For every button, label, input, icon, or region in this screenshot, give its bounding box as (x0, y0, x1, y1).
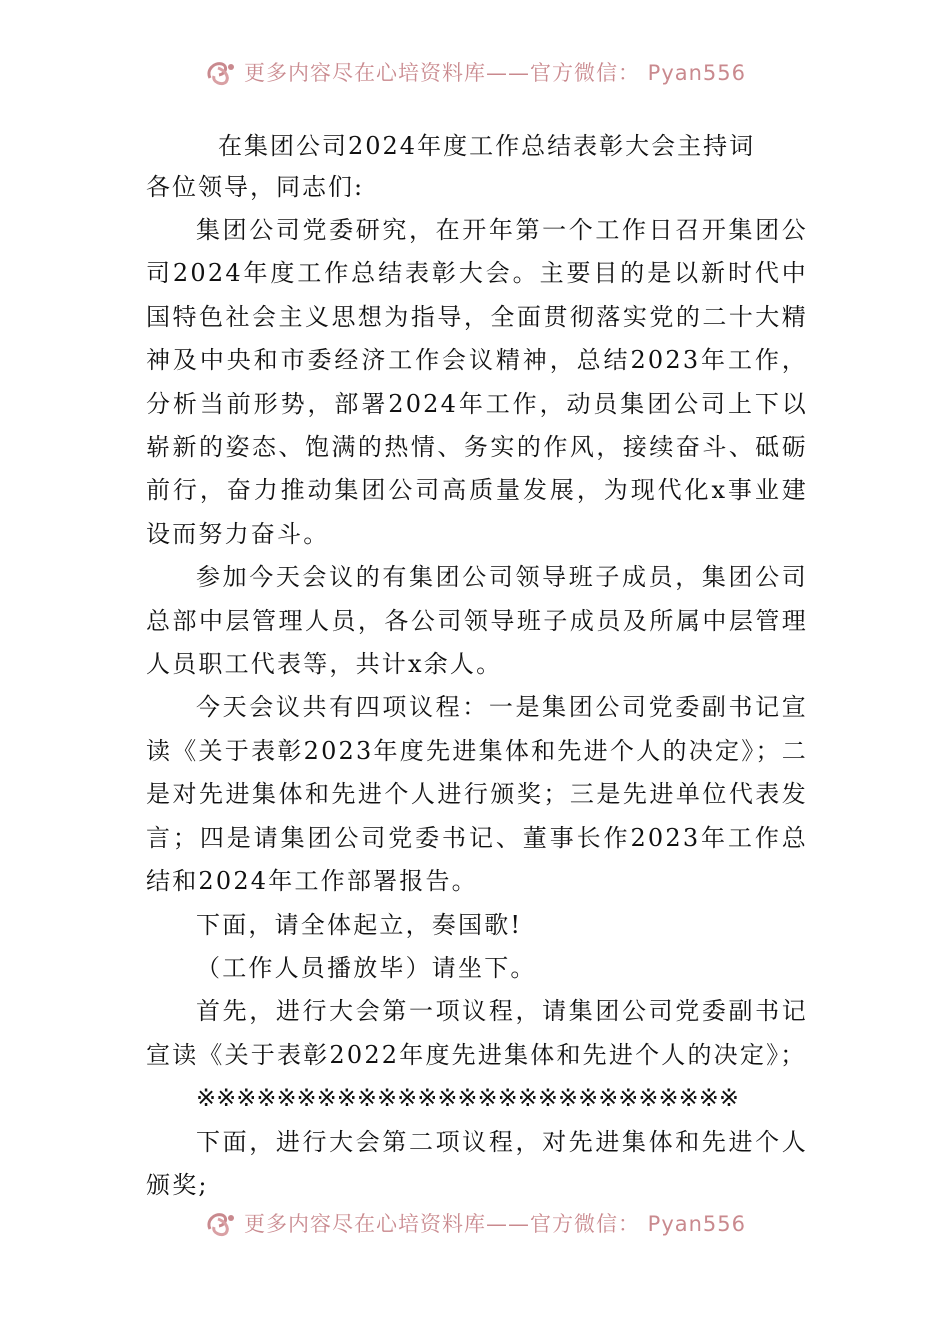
watermark-logo-icon (204, 1209, 238, 1237)
document-body (146, 126, 808, 1207)
document-title: 在集团公司2024年度工作总结表彰大会主持词 (218, 132, 756, 160)
paragraph-agenda: 今天会议共有四项议程：一是集团公司党委副书记宣读《关于表彰2023年度先进集体和先进个人的决定》；二是对先进集体和先进个人进行颁奖；三是先进单位代表发言；四是请集团公司党委书记、董事长作2023年工作总结和2024年工作部署报告。 (146, 693, 808, 896)
watermark-bottom (0, 1207, 950, 1239)
greeting: 各位领导，同志们: (146, 173, 365, 201)
watermark-top (0, 56, 950, 88)
watermark-text: 更多内容尽在心培资料库——官方微信： Pyan556 (243, 1212, 747, 1236)
paragraph-attendees: 参加今天会议的有集团公司领导班子成员，集团公司总部中层管理人员，各公司领导班子成员及所属中层管理人员职工代表等，共计x余人。 (146, 563, 808, 679)
paragraph-second-item: 下面，进行大会第二项议程，对先进集体和先进个人颁奖; (146, 1127, 808, 1199)
watermark-logo-icon (204, 58, 238, 86)
separator-line: ※※※※※※※※※※※※※※※※※※※※※※※※※※※ (196, 1084, 739, 1113)
paragraph-purpose: 集团公司党委研究，在开年第一个工作日召开集团公司2024年度工作总结表彰大会。主要目的是以新时代中国特色社会主义思想为指导，全面贯彻落实党的二十大精神及中央和市委经济工作会议精神，总结2023年工作，分析当前形势，部署2024年工作，动员集团公司上下以崭新的姿态、饱满的热情、务实的作风，接续奋斗、砥砺前行，奋力推动集团公司高质量发展，为现代化x事业建设而努力奋斗。 (146, 216, 808, 548)
paragraph-anthem: 下面，请全体起立，奏国歌! (196, 910, 523, 939)
paragraph-first-item: 首先，进行大会第一项议程，请集团公司党委副书记宣读《关于表彰2022年度先进集体和先进个人的决定》； (146, 997, 808, 1069)
watermark-text: 更多内容尽在心培资料库——官方微信： Pyan556 (243, 61, 747, 85)
paragraph-sit-down: （工作人员播放毕）请坐下。 (196, 953, 537, 982)
